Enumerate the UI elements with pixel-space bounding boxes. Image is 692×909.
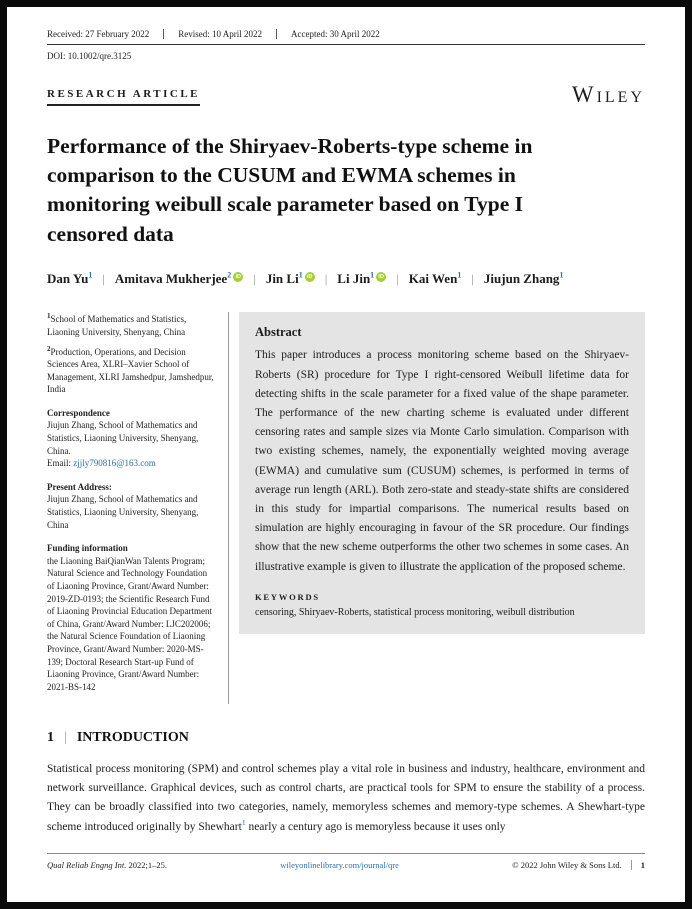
journal-reference: Qual Reliab Engng Int. 2022;1–25. bbox=[47, 860, 167, 870]
doi: DOI: 10.1002/qre.3125 bbox=[47, 51, 132, 61]
correspondence-block bbox=[47, 407, 216, 470]
present-address-label: Present Address: bbox=[47, 481, 112, 492]
author-separator: | bbox=[102, 270, 105, 286]
page-title: Performance of the Shiryaev-Roberts-type scheme in comparison to the CUSUM and EWMA schemes in monitoring weibull scale parameter based on Type I censored data bbox=[47, 134, 533, 246]
section-heading bbox=[47, 730, 645, 746]
present-address-text: Jiujun Zhang, School of Mathematics and Statistics, Liaoning University, Shenyang, China bbox=[47, 494, 199, 530]
abstract-text: This paper introduces a process monitoring scheme based on the Shiryaev-Roberts (SR) procedure for Type I right-censored Weibull lifetime data for detecting shifts in the scale parameter for a fixed value of the shape parameter. The performance of the new charting scheme is evaluated under different censoring rates and sample sizes via Monte Carlo simulation. Comparison with two existing schemes, namely, the exponentially weighted moving average (EWMA) and cumulative sum (CUSUM) schemes, is performed in terms of average run length (ARL). Both zero-state and steady-state shifts are considered in this study for impartial comparisons. The numerical results based on simulation are highly encouraging in favour of the SR procedure. Our findings show that the new scheme outperforms the other two schemes in some cases. An illustrative example is given to illustrate the application of the proposed scheme. bbox=[255, 349, 629, 573]
accepted-date: Accepted: 30 April 2022 bbox=[276, 29, 394, 39]
abstract-box bbox=[239, 312, 645, 633]
author: Amitava Mukherjee$^2$ iD bbox=[115, 271, 243, 286]
revised-date: Revised: 10 April 2022 bbox=[163, 29, 276, 39]
correspondence-text: Jiujun Zhang, School of Mathematics and Statistics, Liaoning University, Shenyang, China. bbox=[47, 420, 199, 456]
metadata-column bbox=[47, 312, 229, 704]
citation-superscript[interactable]: 1 bbox=[241, 817, 246, 827]
keywords-text: censoring, Shiryaev-Roberts, statistical process monitoring, weibull distribution bbox=[255, 606, 575, 618]
author-list bbox=[47, 267, 607, 290]
wiley-logo: Wiley bbox=[571, 82, 645, 107]
journal-link[interactable]: wileyonlinelibrary.com/journal/qre bbox=[280, 860, 399, 870]
author: Kai Wen$^1$ bbox=[408, 270, 462, 286]
section-number: 1 bbox=[47, 730, 54, 746]
section-title: INTRODUCTION bbox=[76, 730, 189, 746]
correspondence-label: Correspondence bbox=[47, 407, 110, 418]
funding-text: the Liaoning BaiQianWan Talents Program; Natural Science and Technology Foundation of Liaoning Province, Grant/Award Number: 2019-ZD-0193; the Scientific Research Fund of Liaoning Provincial Education Department of China, Grant/Award Number: LJC202006; the Natural Science Foundation of Liaoning Province, Grant/Award Number: 2020-MS-139; Doctoral Research Start-up Fund of Liaoning Province, Grant/Award Number: 2021-BS-142 bbox=[47, 555, 212, 692]
section-divider: | bbox=[64, 730, 67, 746]
abstract-label: Abstract bbox=[255, 325, 302, 340]
author: Jiujun Zhang$^1$ bbox=[483, 270, 564, 286]
present-address-block bbox=[47, 481, 216, 531]
orcid-icon[interactable]: iD bbox=[233, 272, 243, 282]
email-line: Email: zjjly790816@163.com bbox=[47, 458, 156, 469]
intro-paragraph: Statistical process monitoring (SPM) and control schemes play a vital role in business and industry, healthcare, environment and network surveillance. Graphical devices, such as control charts, are practical tools for SPM to ensure the stability of a process. They can be broadly classified into two categories, namely, memoryless schemes and memory-type schemes. A Shewhart-type scheme introduced originally by Shewhart$^1$ nearly a century ago is memoryless because it uses only bbox=[47, 763, 645, 833]
email-link[interactable]: zjjly790816@163.com bbox=[73, 458, 156, 469]
copyright-text: © 2022 John Wiley & Sons Ltd. bbox=[512, 860, 622, 870]
funding-block bbox=[47, 542, 216, 693]
received-date: Received: 27 February 2022 bbox=[47, 29, 150, 39]
page-footer bbox=[47, 853, 645, 870]
author: Dan Yu$^1$ bbox=[47, 270, 93, 286]
dates-bar bbox=[47, 29, 645, 45]
page-number: 1 bbox=[631, 860, 645, 870]
author-separator: | bbox=[324, 270, 328, 286]
author: Jin Li$^1$ iD bbox=[266, 271, 315, 286]
orcid-icon[interactable]: iD bbox=[305, 272, 315, 282]
article-type-label: RESEARCH ARTICLE bbox=[47, 88, 200, 106]
affiliation: $^2$Production, Operations, and Decision Sciences Area, XLRI–Xavier School of Management, XLRI Jamshedpur, Jamshedpur, India bbox=[47, 344, 214, 395]
keywords-label: KEYWORDS bbox=[255, 591, 320, 602]
affiliation: $^1$School of Mathematics and Statistics, Liaoning University, Shenyang, China bbox=[47, 312, 187, 337]
author-separator: | bbox=[396, 270, 399, 286]
funding-label: Funding information bbox=[47, 543, 128, 554]
author-separator: | bbox=[471, 270, 474, 286]
page bbox=[7, 7, 685, 902]
author: Li Jin$^1$ iD bbox=[337, 271, 386, 286]
author-separator: | bbox=[253, 270, 256, 286]
orcid-icon[interactable]: iD bbox=[376, 272, 386, 282]
